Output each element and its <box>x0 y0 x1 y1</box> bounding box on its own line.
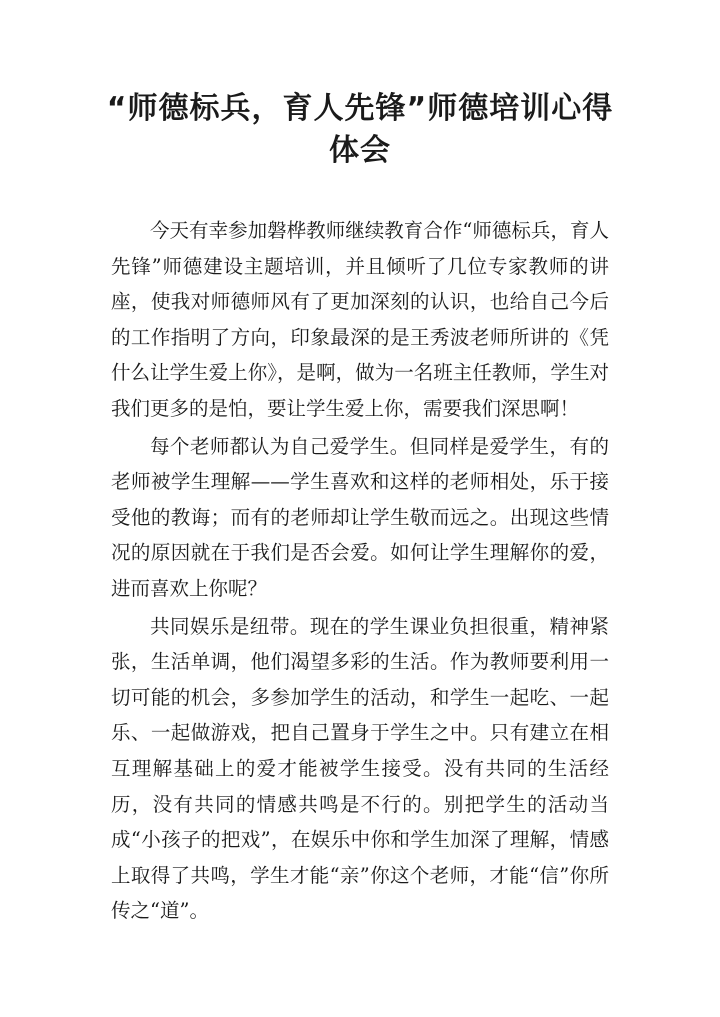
document-body <box>111 213 609 931</box>
paragraph-2: 每个老师都认为自己爱学生。但同样是爱学生，有的老师被学生理解——学生喜欢和这样的老师相处，乐于接受他的教诲；而有的老师却让学生敬而远之。出现这些情况的原因就在于我们是否会爱。如何让学生理解你的爱，进而喜欢上你呢？ <box>111 434 609 600</box>
paragraph-1: 今天有幸参加磐桦教师继续教育合作“师德标兵，育人先锋”师德建设主题培训，并且倾听了几位专家教师的讲座，使我对师德师风有了更加深刻的认识，也给自己今后的工作指明了方向，印象最深的是王秀波老师所讲的《凭什么让学生爱上你》，是啊，做为一名班主任教师，学生对我们更多的是怕，要让学生爱上你，需要我们深思啊！ <box>111 219 609 420</box>
document-title: “师德标兵，育人先锋”师德培训心得体会 <box>106 91 614 168</box>
paragraph-3: 共同娱乐是纽带。现在的学生课业负担很重，精神紧张，生活单调，他们渴望多彩的生活。作为教师要利用一切可能的机会，多参加学生的活动，和学生一起吃、一起乐、一起做游戏，把自己置身于学生之中。只有建立在相互理解基础上的爱才能被学生接受。没有共同的生活经历，没有共同的情感共鸣是不行的。别把学生的活动当成“小孩子的把戏”，在娱乐中你和学生加深了理解，情感上取得了共鸣，学生才能“亲”你这个老师，才能“信”你所传之“道”。 <box>111 614 609 923</box>
